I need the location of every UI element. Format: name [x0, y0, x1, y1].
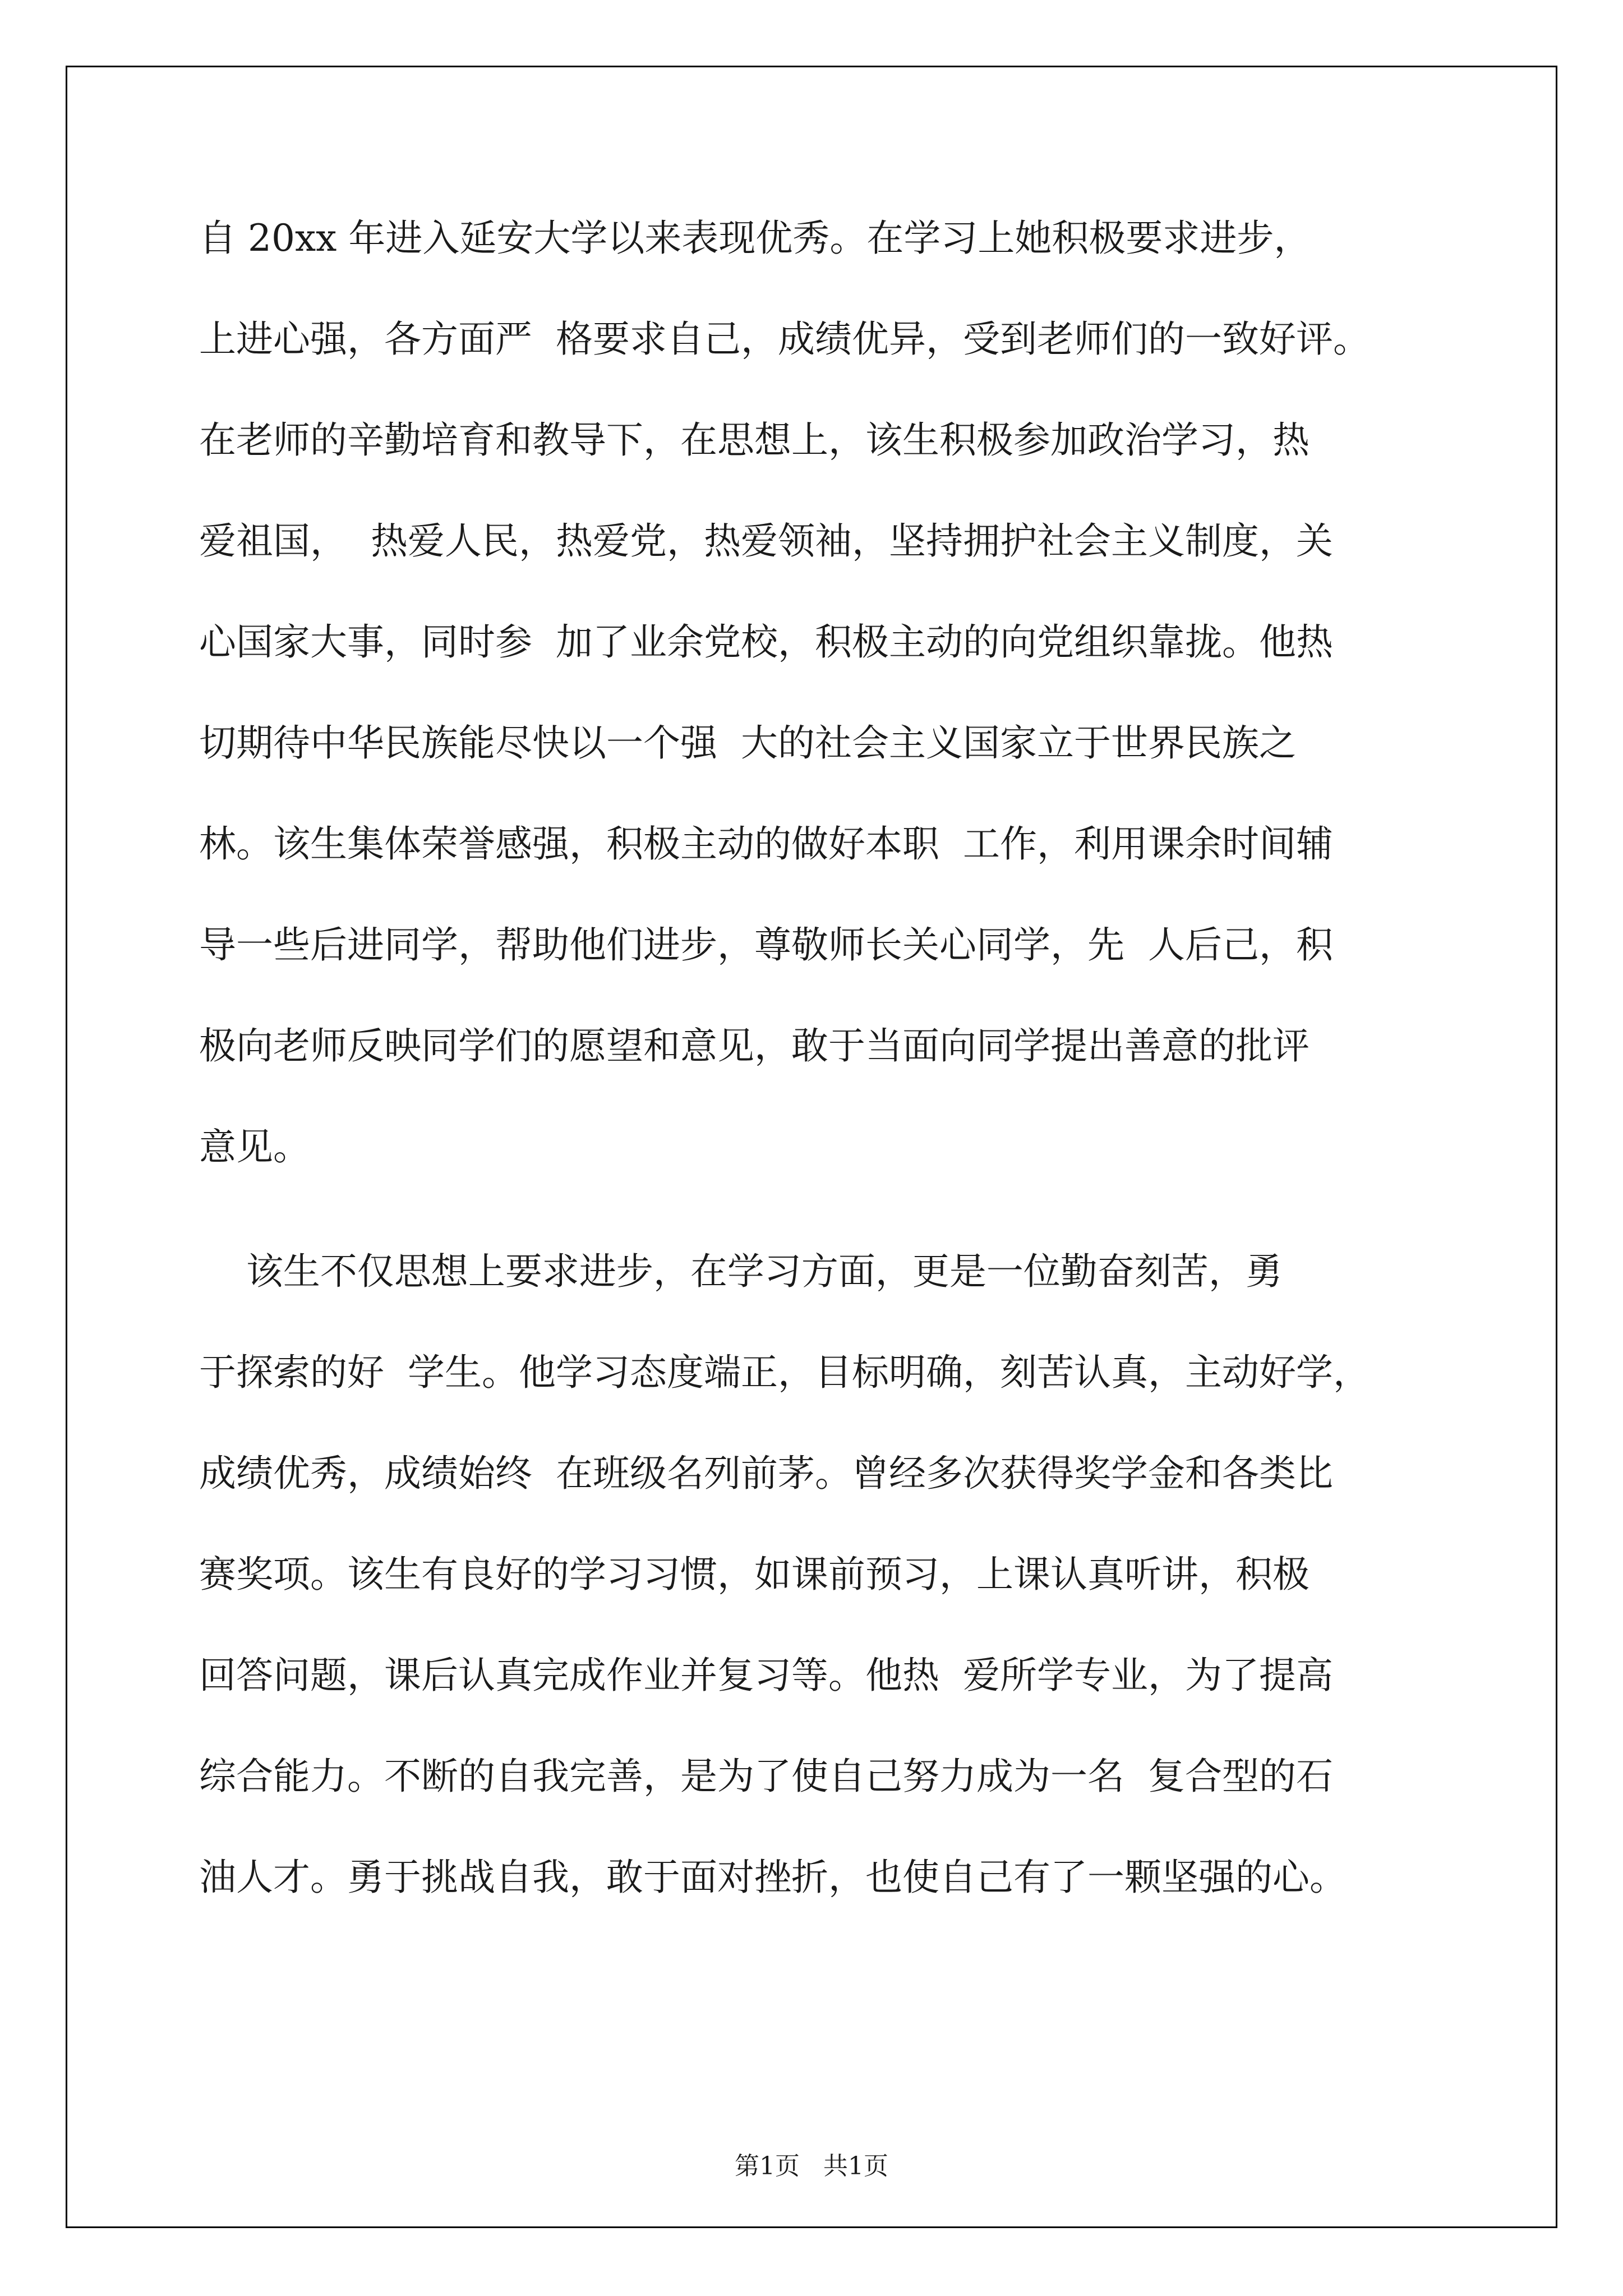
text-line: 于探索的好 学生。他学习态度端正，目标明确，刻苦认真，主动好学， — [199, 1351, 1370, 1394]
text-line: 切期待中华民族能尽快以一个强 大的社会主义国家立于世界民族之 — [199, 721, 1296, 765]
text-line: 油人才。勇于挑战自我，敢于面对挫折，也使自己有了一颗坚强的心。 — [199, 1856, 1347, 1899]
text-line: 爱祖国， 热爱人民，热爱党，热爱领袖，坚持拥护社会主义制度，关 — [199, 519, 1333, 563]
text-line: 上进心强，各方面严 格要求自己，成绩优异，受到老师们的一致好评。 — [199, 318, 1370, 361]
text-line: 赛奖项。该生有良好的学习习惯，如课前预习，上课认真听讲，积极 — [199, 1553, 1310, 1596]
document-body — [199, 0, 1545, 1899]
text-line: 心国家大事，同时参 加了业余党校，积极主动的向党组织靠拢。他热 — [199, 620, 1333, 664]
text-line: 自 20xx 年进入延安大学以来表现优秀。在学习上她积极要求进步， — [199, 217, 1311, 260]
text-line: 成绩优秀，成绩始终 在班级名列前茅。曾经多次获得奖学金和各类比 — [199, 1452, 1333, 1495]
text-line: 综合能力。不断的自我完善，是为了使自己努力成为一名 复合型的石 — [199, 1755, 1333, 1798]
text-line: 林。该生集体荣誉感强，积极主动的做好本职 工作，利用课余时间辅 — [199, 822, 1333, 866]
text-line: 回答问题，课后认真完成作业并复习等。他热 爱所学专业，为了提高 — [199, 1654, 1333, 1697]
text-line: 在老师的辛勤培育和教导下，在思想上，该生积极参加政治学习，热 — [199, 418, 1310, 462]
text-line: 意见。 — [199, 1125, 310, 1168]
page-footer: 第1页 共1页 — [735, 2152, 888, 2180]
text-line: 极向老师反映同学们的愿望和意见，敢于当面向同学提出善意的批评 — [199, 1024, 1310, 1068]
text-line: 导一些后进同学，帮助他们进步，尊敬师长关心同学，先 人后己，积 — [199, 923, 1333, 967]
text-line: 该生不仅思想上要求进步，在学习方面，更是一位勤奋刻苦，勇 — [199, 1250, 1283, 1293]
